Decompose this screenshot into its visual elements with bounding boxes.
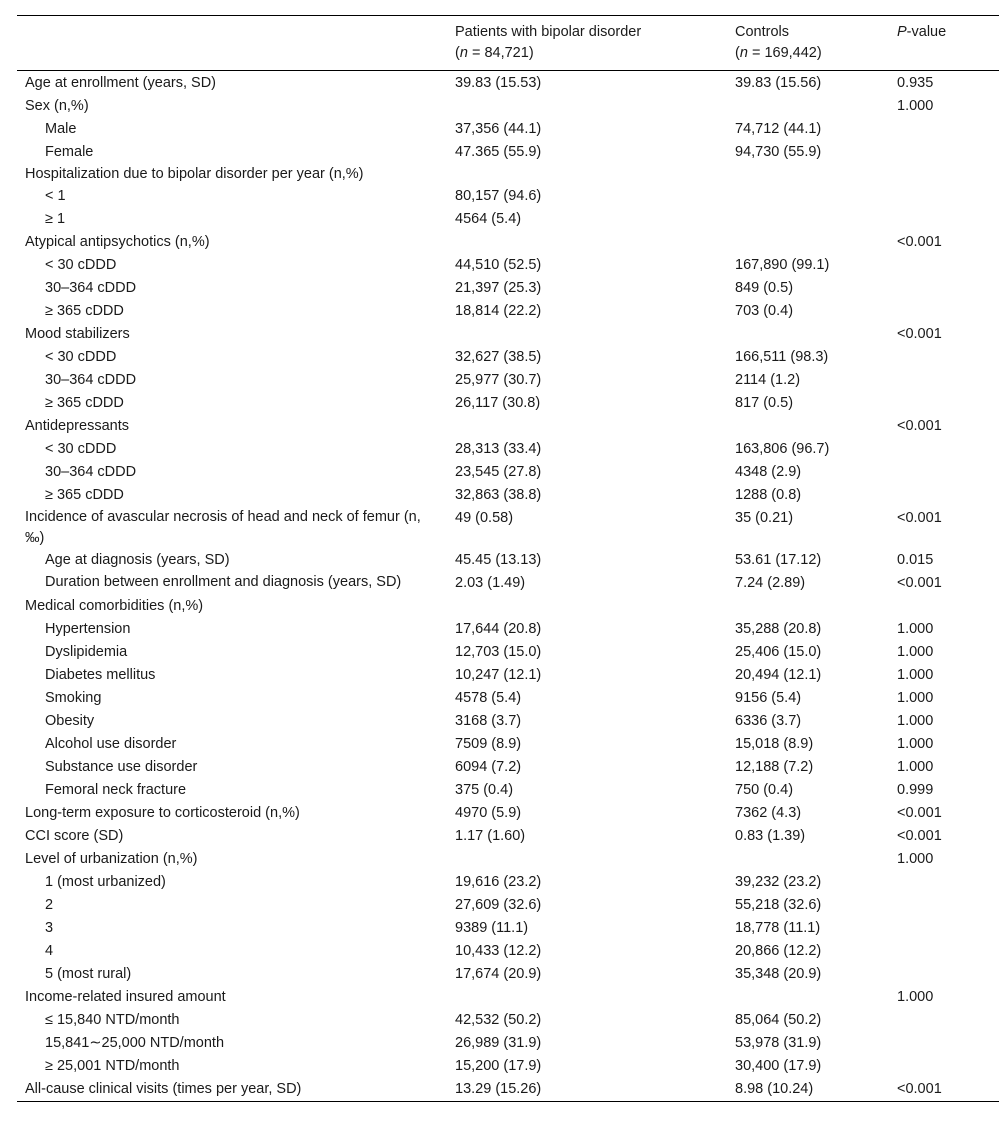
row-label: 2	[45, 897, 54, 913]
row-p-value: 1.000	[897, 736, 934, 752]
table-row	[17, 71, 999, 96]
row-controls-value: 9156 (5.4)	[735, 690, 802, 706]
row-controls-value	[727, 986, 889, 1009]
row-label: Age at diagnosis (years, SD)	[45, 552, 230, 568]
row-controls-value: 0.83 (1.39)	[735, 828, 806, 844]
row-label: ≥ 1	[45, 211, 66, 227]
row-p-value	[889, 208, 999, 231]
row-controls-value: 2114 (1.2)	[735, 372, 801, 388]
row-patients-value: 10,433 (12.2)	[455, 943, 542, 959]
row-patients-value: 26,117 (30.8)	[455, 395, 541, 411]
table-row	[17, 549, 999, 572]
table-row	[17, 231, 999, 254]
row-p-value	[889, 118, 999, 141]
row-patients-value: 13.29 (15.26)	[455, 1081, 542, 1097]
row-controls-value: 6336 (3.7)	[735, 713, 802, 729]
row-controls-value: 35,348 (20.9)	[735, 966, 822, 982]
row-p-value: 1.000	[897, 713, 934, 729]
row-controls-value: 703 (0.4)	[735, 303, 794, 319]
row-label: Hypertension	[45, 621, 131, 637]
table-row	[17, 940, 999, 963]
row-label: 5 (most rural)	[45, 966, 132, 982]
row-p-value: 1.000	[897, 759, 934, 775]
row-label: Long-term exposure to corticosteroid (n,%)	[25, 805, 300, 821]
row-p-value: 1.000	[897, 667, 934, 683]
row-label: 3	[45, 920, 54, 936]
row-p-value: 1.000	[897, 851, 934, 867]
row-label: ≥ 365 cDDD	[45, 487, 124, 503]
row-patients-value: 375 (0.4)	[455, 782, 514, 798]
row-p-value	[889, 484, 999, 507]
table-row	[17, 118, 999, 141]
row-p-value: 1.000	[897, 690, 934, 706]
row-patients-value: 19,616 (23.2)	[455, 874, 542, 890]
row-patients-value: 23,545 (27.8)	[455, 464, 542, 480]
row-patients-value	[447, 415, 727, 438]
row-controls-value	[727, 415, 889, 438]
row-controls-value: 53,978 (31.9)	[735, 1035, 822, 1051]
row-controls-value: 4348 (2.9)	[735, 464, 802, 480]
row-patients-value: 49 (0.58)	[455, 510, 514, 526]
row-p-value: 1.000	[897, 644, 934, 660]
header-patients-n: (n = 84,721)	[455, 45, 534, 61]
row-controls-value	[727, 185, 889, 208]
row-p-value: 1.000	[897, 621, 934, 637]
row-label: Sex (n,%)	[25, 98, 89, 114]
row-controls-value: 8.98 (10.24)	[735, 1081, 814, 1097]
header-patients-title: Patients with bipolar disorder	[455, 24, 642, 40]
row-label: 4	[45, 943, 54, 959]
row-label: Level of urbanization (n,%)	[25, 851, 198, 867]
table-row	[17, 323, 999, 346]
row-patients-value: 2.03 (1.49)	[455, 575, 526, 591]
row-patients-value: 6094 (7.2)	[455, 759, 522, 775]
table-row	[17, 917, 999, 940]
row-label: CCI score (SD)	[25, 828, 124, 844]
row-patients-value: 26,989 (31.9)	[455, 1035, 542, 1051]
row-patients-value: 4564 (5.4)	[455, 211, 522, 227]
row-controls-value: 39,232 (23.2)	[735, 874, 822, 890]
p-suffix: -value	[906, 24, 947, 40]
n-value: = 169,442	[751, 45, 817, 61]
row-controls-value: 35 (0.21)	[735, 510, 794, 526]
row-controls-value: 7.24 (2.89)	[735, 575, 806, 591]
table-row	[17, 95, 999, 118]
row-label: Obesity	[45, 713, 95, 729]
table-header	[17, 16, 999, 71]
row-controls-value: 849 (0.5)	[735, 280, 794, 296]
row-label: 30–364 cDDD	[45, 464, 137, 480]
row-label: Female	[45, 144, 94, 160]
row-label: 15,841∼25,000 NTD/month	[45, 1035, 225, 1051]
row-label: Femoral neck fracture	[45, 782, 187, 798]
row-controls-value: 94,730 (55.9)	[735, 144, 822, 160]
row-p-value: <0.001	[897, 828, 942, 844]
row-patients-value	[447, 231, 727, 254]
table-row	[17, 141, 999, 164]
row-patients-value: 27,609 (32.6)	[455, 897, 542, 913]
row-controls-value: 20,866 (12.2)	[735, 943, 822, 959]
row-patients-value: 9389 (11.1)	[455, 920, 529, 936]
row-p-value	[889, 164, 999, 185]
row-patients-value	[447, 595, 727, 618]
row-p-value	[889, 300, 999, 323]
row-label: ≤ 15,840 NTD/month	[45, 1012, 180, 1028]
table-row	[17, 664, 999, 687]
row-p-value	[889, 254, 999, 277]
row-label: Atypical antipsychotics (n,%)	[25, 234, 210, 250]
table-container	[17, 15, 999, 1102]
row-controls-value: 20,494 (12.1)	[735, 667, 822, 683]
table-row	[17, 802, 999, 825]
table-row	[17, 595, 999, 618]
row-label: < 30 cDDD	[45, 441, 117, 457]
row-controls-value: 25,406 (15.0)	[735, 644, 822, 660]
table-row	[17, 1009, 999, 1032]
header-controls-title: Controls	[735, 24, 789, 40]
table-body	[17, 71, 999, 1102]
n-label: n	[459, 45, 468, 61]
row-p-value	[889, 917, 999, 940]
row-controls-value: 817 (0.5)	[735, 395, 794, 411]
row-controls-value: 7362 (4.3)	[735, 805, 802, 821]
row-p-value: 1.000	[897, 989, 934, 1005]
row-p-value	[889, 185, 999, 208]
row-patients-value: 37,356 (44.1)	[455, 121, 542, 137]
table-row	[17, 392, 999, 415]
row-p-value: <0.001	[897, 510, 942, 526]
row-controls-value: 166,511 (98.3)	[735, 349, 829, 365]
table-row	[17, 1032, 999, 1055]
header-characteristic	[17, 16, 447, 71]
row-label: Male	[45, 121, 77, 137]
row-p-value	[889, 277, 999, 300]
row-patients-value	[447, 848, 727, 871]
row-p-value: 0.999	[897, 782, 934, 798]
row-label: Hospitalization due to bipolar disorder per year (n,%)	[25, 166, 364, 182]
row-label: ≥ 365 cDDD	[45, 395, 124, 411]
row-p-value	[889, 392, 999, 415]
row-p-value: <0.001	[897, 234, 942, 250]
row-patients-value: 7509 (8.9)	[455, 736, 522, 752]
table-row	[17, 618, 999, 641]
row-controls-value	[727, 95, 889, 118]
row-controls-value: 55,218 (32.6)	[735, 897, 822, 913]
row-controls-value: 30,400 (17.9)	[735, 1058, 822, 1074]
row-label: ≥ 365 cDDD	[45, 303, 124, 319]
row-label: 30–364 cDDD	[45, 280, 137, 296]
table-row	[17, 300, 999, 323]
row-patients-value: 32,627 (38.5)	[455, 349, 542, 365]
row-p-value	[889, 871, 999, 894]
row-p-value: <0.001	[897, 805, 942, 821]
row-patients-value: 80,157 (94.6)	[455, 188, 542, 204]
header-row	[17, 16, 999, 71]
row-controls-value: 35,288 (20.8)	[735, 621, 822, 637]
table-row	[17, 1078, 999, 1102]
table-row	[17, 572, 999, 595]
n-label: n	[739, 45, 748, 61]
row-p-value	[889, 1009, 999, 1032]
table-row	[17, 710, 999, 733]
table-row	[17, 185, 999, 208]
row-controls-value	[727, 208, 889, 231]
row-label: Dyslipidemia	[45, 644, 128, 660]
table-row	[17, 825, 999, 848]
row-label: All-cause clinical visits (times per year, SD)	[25, 1081, 302, 1097]
row-label: Incidence of avascular necrosis of head and neck of femur (n, ‰)	[25, 509, 421, 546]
characteristics-table	[17, 15, 999, 1102]
row-patients-value: 47.365 (55.9)	[455, 144, 542, 160]
row-controls-value: 39.83 (15.56)	[735, 75, 822, 91]
row-p-value: 1.000	[897, 98, 934, 114]
p-letter: P	[897, 24, 907, 40]
row-patients-value	[447, 95, 727, 118]
row-patients-value: 42,532 (50.2)	[455, 1012, 542, 1028]
row-patients-value: 17,644 (20.8)	[455, 621, 542, 637]
table-row	[17, 254, 999, 277]
row-label: < 30 cDDD	[45, 349, 117, 365]
row-p-value	[889, 595, 999, 618]
row-p-value	[889, 963, 999, 986]
table-row	[17, 848, 999, 871]
table-row	[17, 733, 999, 756]
row-patients-value: 45.45 (13.13)	[455, 552, 542, 568]
row-p-value	[889, 894, 999, 917]
row-patients-value: 15,200 (17.9)	[455, 1058, 542, 1074]
row-controls-value	[727, 848, 889, 871]
table-row	[17, 894, 999, 917]
row-label: 30–364 cDDD	[45, 372, 137, 388]
table-row	[17, 963, 999, 986]
row-patients-value: 1.17 (1.60)	[455, 828, 526, 844]
row-patients-value: 21,397 (25.3)	[455, 280, 542, 296]
row-label: Smoking	[45, 690, 102, 706]
table-row	[17, 641, 999, 664]
row-p-value	[889, 346, 999, 369]
row-p-value: <0.001	[897, 1081, 942, 1097]
row-controls-value: 1288 (0.8)	[735, 487, 802, 503]
row-controls-value: 74,712 (44.1)	[735, 121, 822, 137]
row-patients-value: 25,977 (30.7)	[455, 372, 542, 388]
row-label: Diabetes mellitus	[45, 667, 156, 683]
row-label: Substance use disorder	[45, 759, 198, 775]
table-row	[17, 687, 999, 710]
table-row	[17, 756, 999, 779]
header-p-value	[889, 16, 999, 71]
row-p-value: 0.935	[897, 75, 934, 91]
table-row	[17, 461, 999, 484]
row-controls-value: 12,188 (7.2)	[735, 759, 814, 775]
row-patients-value	[447, 323, 727, 346]
row-patients-value: 39.83 (15.53)	[455, 75, 542, 91]
row-controls-value	[727, 323, 889, 346]
row-p-value: 0.015	[897, 552, 934, 568]
table-row	[17, 484, 999, 507]
row-label: Medical comorbidities (n,%)	[25, 598, 204, 614]
row-label: Antidepressants	[25, 418, 129, 434]
row-label: Alcohol use disorder	[45, 736, 177, 752]
row-p-value: <0.001	[897, 418, 942, 434]
row-patients-value	[447, 986, 727, 1009]
table-row	[17, 369, 999, 392]
row-p-value	[889, 438, 999, 461]
table-row	[17, 779, 999, 802]
table-row	[17, 415, 999, 438]
row-controls-value	[727, 595, 889, 618]
row-controls-value: 53.61 (17.12)	[735, 552, 822, 568]
row-p-value: <0.001	[897, 326, 942, 342]
row-patients-value: 3168 (3.7)	[455, 713, 522, 729]
row-patients-value: 10,247 (12.1)	[455, 667, 542, 683]
row-label: Mood stabilizers	[25, 326, 130, 342]
table-row	[17, 871, 999, 894]
row-label: Income-related insured amount	[25, 989, 226, 1005]
row-patients-value: 28,313 (33.4)	[455, 441, 542, 457]
row-controls-value	[727, 231, 889, 254]
table-row	[17, 438, 999, 461]
row-controls-value	[727, 164, 889, 185]
row-patients-value	[447, 164, 727, 185]
row-label: 1 (most urbanized)	[45, 874, 166, 890]
table-row	[17, 986, 999, 1009]
row-p-value	[889, 1032, 999, 1055]
row-patients-value: 4578 (5.4)	[455, 690, 522, 706]
table-row	[17, 507, 999, 549]
row-patients-value: 4970 (5.9)	[455, 805, 522, 821]
row-label: Duration between enrollment and diagnosis (years, SD)	[45, 574, 402, 590]
row-patients-value: 32,863 (38.8)	[455, 487, 542, 503]
row-patients-value: 17,674 (20.9)	[455, 966, 542, 982]
header-controls-n: (n = 169,442)	[735, 45, 822, 61]
table-row	[17, 346, 999, 369]
row-p-value	[889, 1055, 999, 1078]
row-controls-value: 163,806 (96.7)	[735, 441, 830, 457]
table-row	[17, 208, 999, 231]
row-label: Age at enrollment (years, SD)	[25, 75, 216, 91]
row-p-value	[889, 141, 999, 164]
table-row	[17, 1055, 999, 1078]
row-label: < 1	[45, 188, 66, 204]
row-p-value	[889, 369, 999, 392]
header-patients	[447, 16, 727, 71]
n-value: = 84,721	[471, 45, 529, 61]
row-controls-value: 15,018 (8.9)	[735, 736, 814, 752]
table-row	[17, 164, 999, 185]
row-controls-value: 750 (0.4)	[735, 782, 794, 798]
header-controls	[727, 16, 889, 71]
row-patients-value: 44,510 (52.5)	[455, 257, 542, 273]
row-label: < 30 cDDD	[45, 257, 117, 273]
row-p-value	[889, 461, 999, 484]
row-p-value	[889, 940, 999, 963]
row-label: ≥ 25,001 NTD/month	[45, 1058, 180, 1074]
row-patients-value: 18,814 (22.2)	[455, 303, 542, 319]
row-controls-value: 18,778 (11.1)	[735, 920, 821, 936]
table-row	[17, 277, 999, 300]
row-controls-value: 167,890 (99.1)	[735, 257, 830, 273]
row-patients-value: 12,703 (15.0)	[455, 644, 542, 660]
row-controls-value: 85,064 (50.2)	[735, 1012, 822, 1028]
row-p-value: <0.001	[897, 575, 942, 591]
